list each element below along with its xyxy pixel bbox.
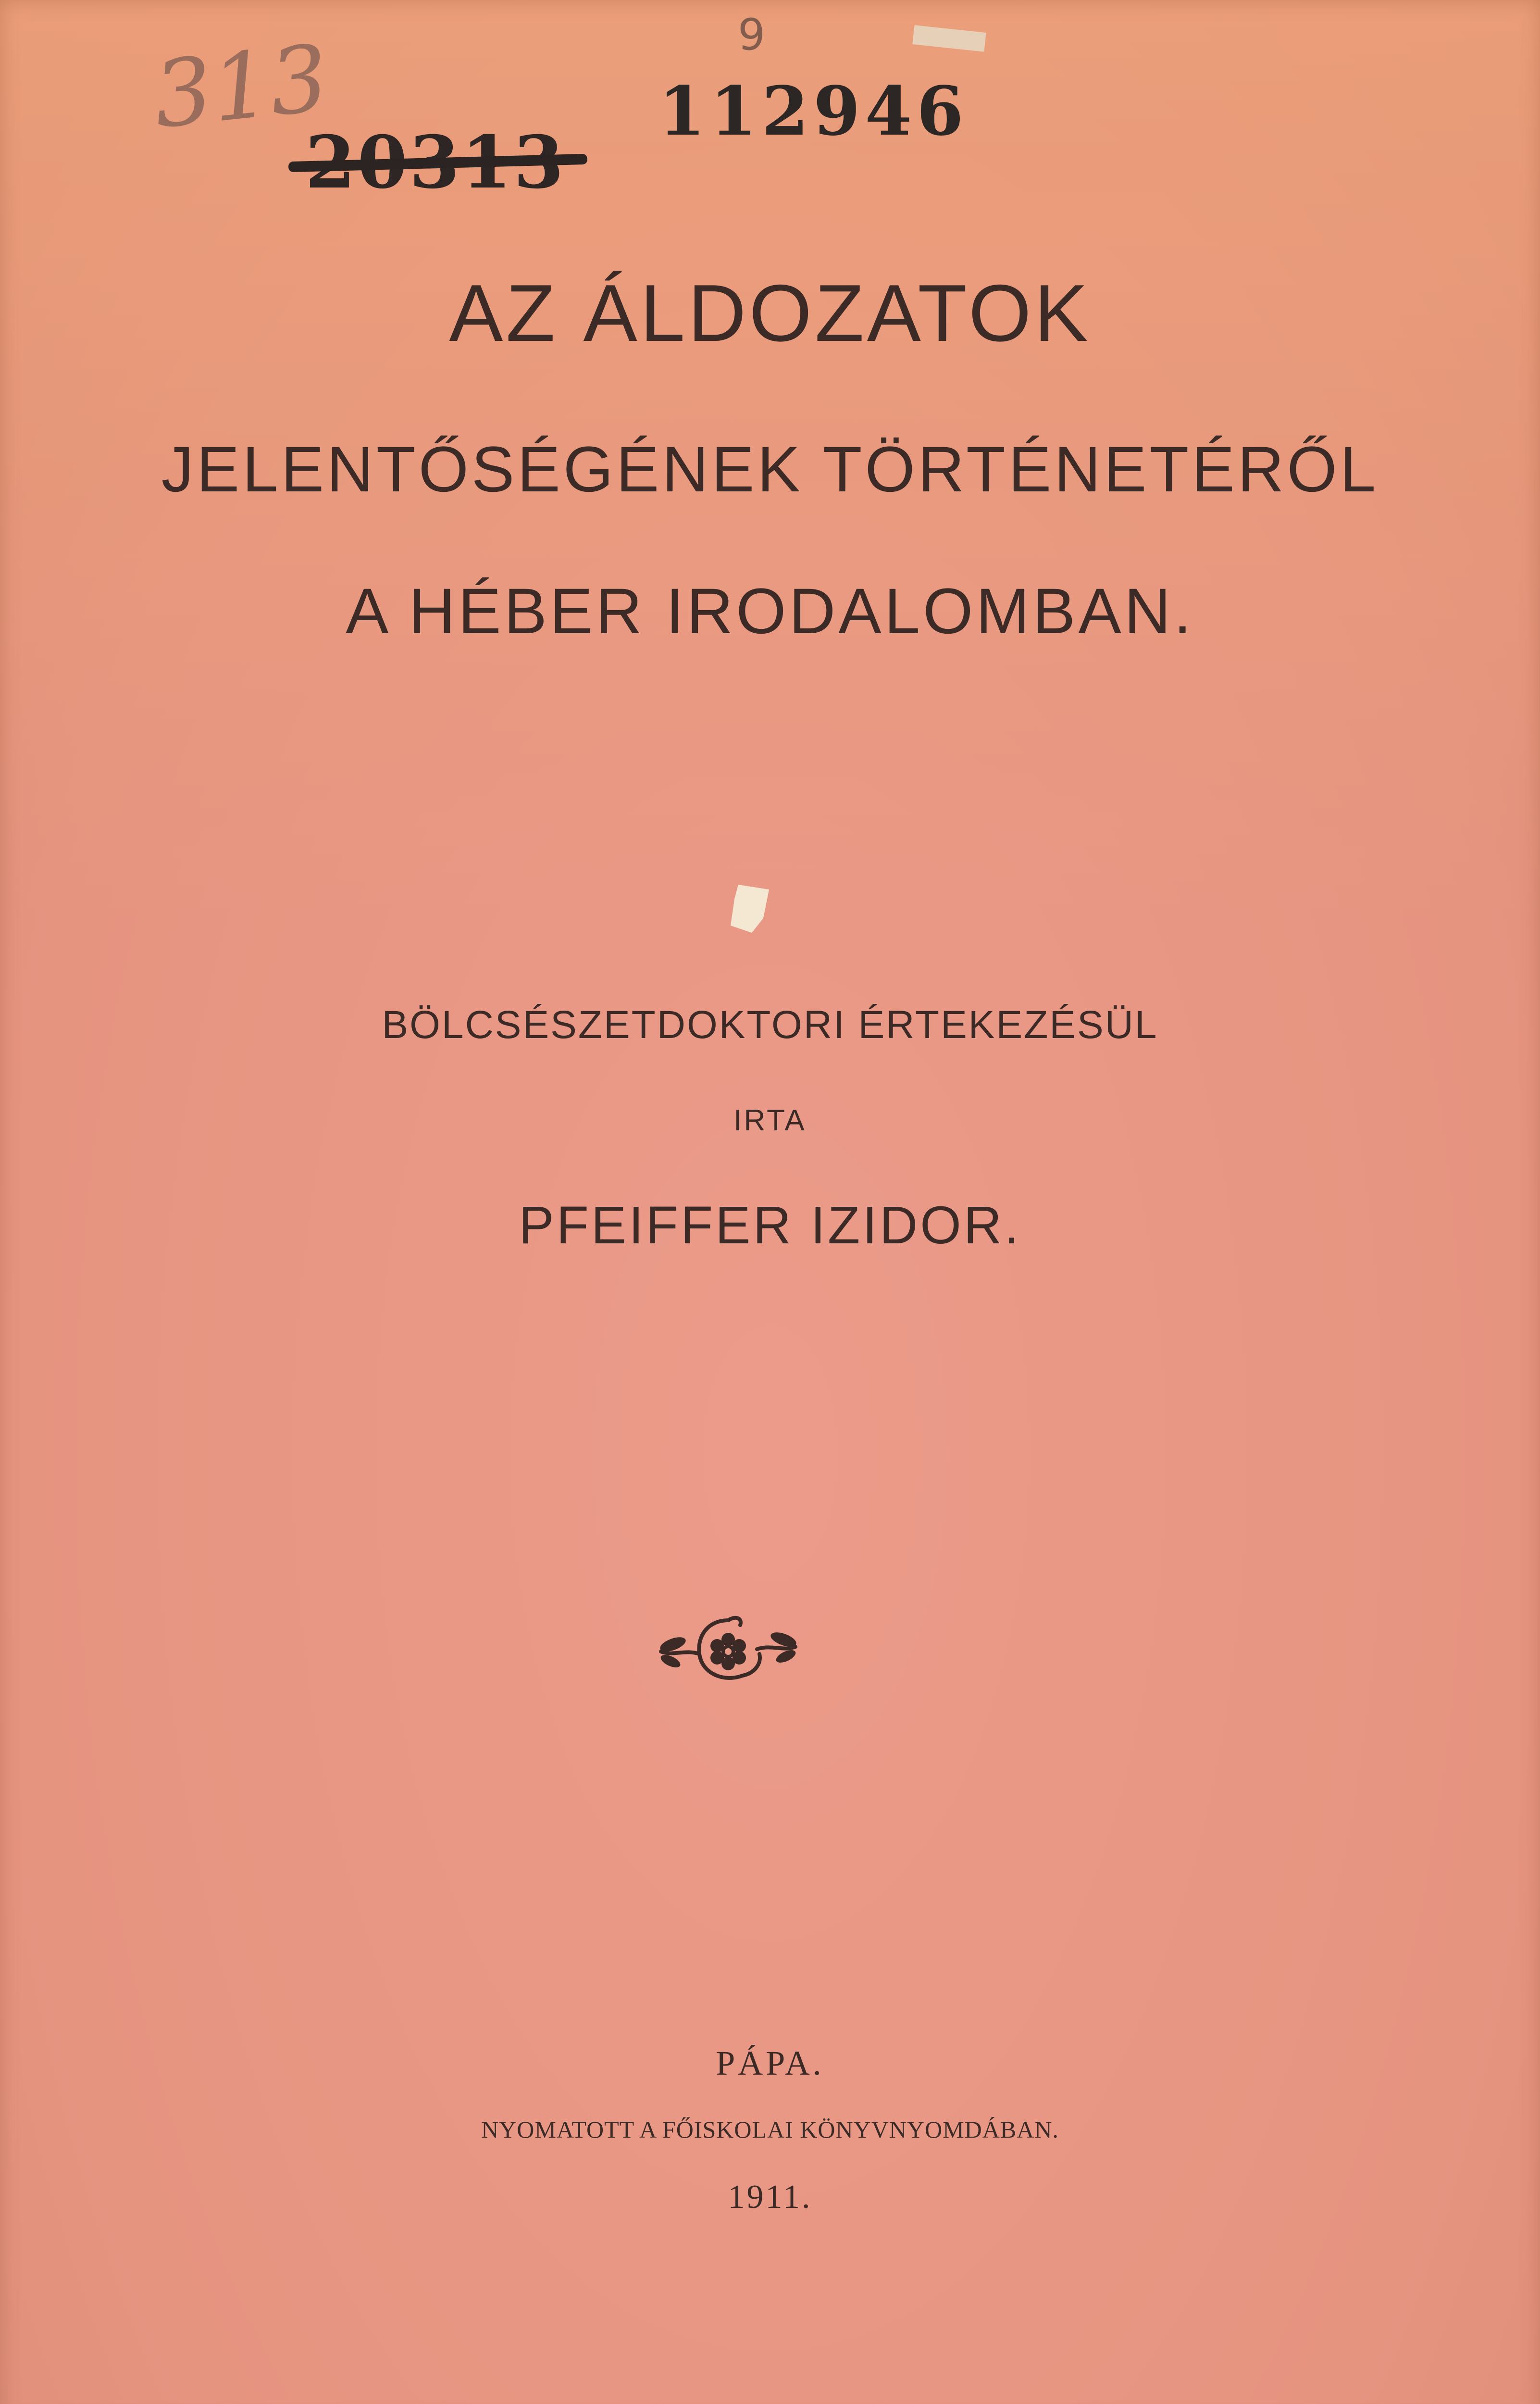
subtitle-line-2: IRTA	[733, 1104, 807, 1137]
title-line-1: AZ ÁLDOZATOK	[449, 268, 1091, 358]
subtitle-line-1: BÖLCSÉSZETDOKTORI ÉRTEKEZÉSÜL	[382, 1003, 1158, 1047]
struck-through-number	[305, 120, 566, 205]
title-line-2: JELENTŐSÉGÉNEK TÖRTÉNETÉRŐL	[161, 434, 1379, 505]
stamp-small-mark: 9	[738, 10, 766, 60]
tape-fragment	[912, 25, 986, 51]
imprint-printer: NYOMATOTT A FŐISKOLAI KÖNYVNYOMDÁBAN.	[481, 2116, 1059, 2143]
old-number-text: 20313	[305, 120, 566, 205]
library-stamp-number: 112946	[658, 72, 969, 151]
paper-damage-spot	[731, 885, 769, 933]
title-line-3: A HÉBER IRODALOMBAN.	[346, 576, 1194, 647]
imprint-year: 1911.	[728, 2179, 812, 2216]
floral-ornament-icon	[651, 1611, 805, 1692]
author-name: PFEIFFER IZIDOR.	[519, 1196, 1021, 1255]
imprint-place: PÁPA.	[716, 2044, 824, 2082]
handwritten-number: 313	[149, 25, 334, 149]
strike-line	[288, 154, 587, 172]
